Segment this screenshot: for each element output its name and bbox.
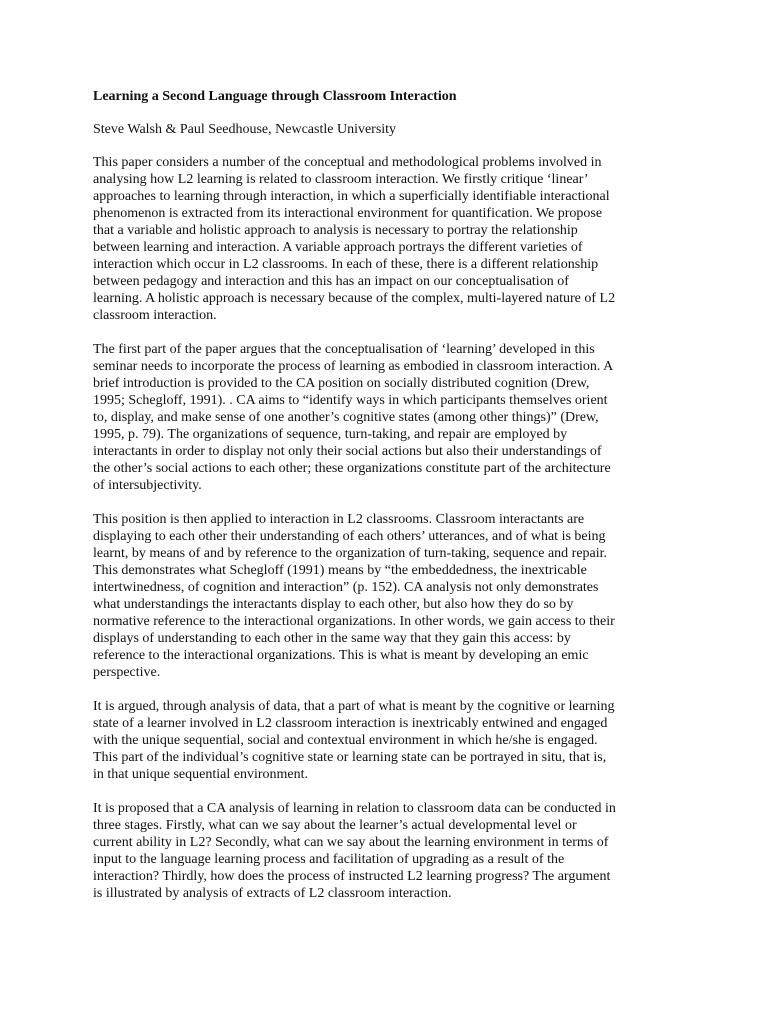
paragraph-4: It is argued, through analysis of data, that a part of what is meant by the cognitive or learning state of a learner involved in L2 classroom interaction is inextricably entwined and engaged with the unique sequential, social and contextual environment in which he/she is engaged. This part of the individual’s cognitive state or learning state can be portrayed in situ, that is, in that unique sequential environment. xyxy=(93,699,615,782)
document-title: Learning a Second Language through Classroom Interaction xyxy=(93,89,457,104)
document-authors: Steve Walsh & Paul Seedhouse, Newcastle University xyxy=(93,122,397,137)
paragraph-5: It is proposed that a CA analysis of learning in relation to classroom data can be conducted in three stages. Firstly, what can we say about the learner’s actual developmental level or current ability in L2? Secondly, what can we say about the learning environment in terms of input to the language learning process and facilitation of upgrading as a result of the interaction? Thirdly, how does the process of instructed L2 learning progress? The argument is illustrated by analysis of extracts of L2 classroom interaction. xyxy=(93,801,616,901)
paragraph-3: This position is then applied to interaction in L2 classrooms. Classroom interactants are displaying to each other their understanding of each others’ utterances, and of what is being learnt, by means of and by reference to the organization of turn-taking, sequence and repair. This demonstrates what Schegloff (1991) means by “the embeddedness, the inextricable intertwinedness, of cognition and interaction” (p. 152). CA analysis not only demonstrates what understandings the interactants display to each other, but also how they do so by normative reference to the interactional organizations. In other words, we gain access to their displays of understanding to each other in the same way that they gain this access: by reference to the interactional organizations. This is what is meant by developing an emic perspective. xyxy=(93,512,615,680)
paragraph-1: This paper considers a number of the conceptual and methodological problems involved in analysing how L2 learning is related to classroom interaction. We firstly critique ‘linear’ approaches to learning through interaction, in which a superficially identifiable interactional phenomenon is extracted from its interactional environment for quantification. We propose that a variable and holistic approach to analysis is necessary to portray the relationship between learning and interaction. A variable approach portrays the different varieties of interaction which occur in L2 classrooms. In each of these, there is a different relationship between pedagogy and interaction and this has an impact on our conceptualisation of learning. A holistic approach is necessary because of the complex, multi-layered nature of L2 classroom interaction. xyxy=(93,155,616,323)
paragraph-2: The first part of the paper argues that the conceptualisation of ‘learning’ developed in this seminar needs to incorporate the process of learning as embodied in classroom interaction. A brief introduction is provided to the CA position on socially distributed cognition (Drew, 1995; Schegloff, 1991). . CA aims to “identify ways in which participants themselves orient to, display, and make sense of one another’s cognitive states (among other things)” (Drew, 1995, p. 79). The organizations of sequence, turn-taking, and repair are employed by interactants in order to display not only their social actions but also their understandings of the other’s social actions to each other; these organizations constitute part of the architecture of intersubjectivity. xyxy=(93,342,614,493)
